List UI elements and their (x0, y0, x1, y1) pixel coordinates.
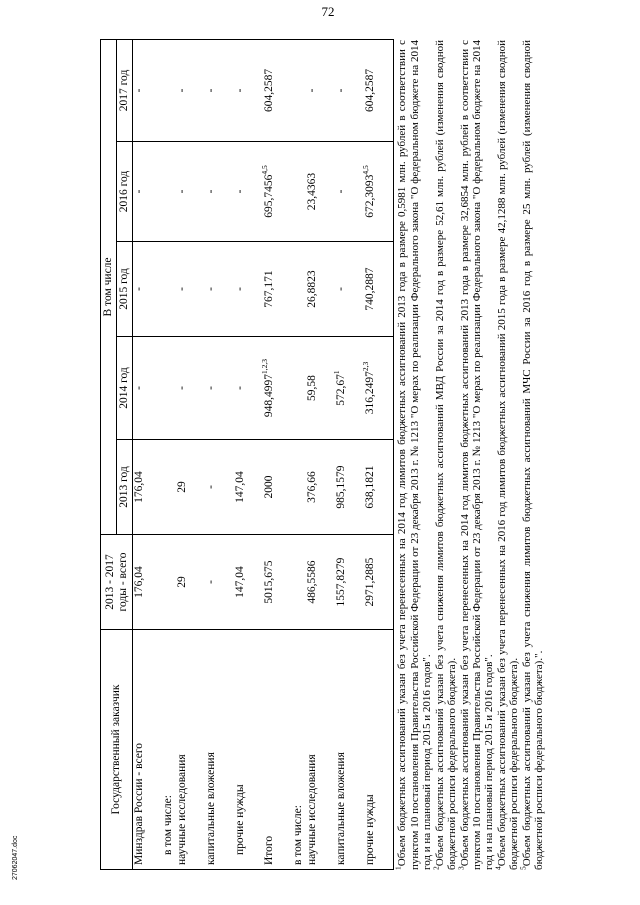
table-cell (176, 242, 205, 337)
cell-value: - (133, 386, 146, 390)
table-cell (133, 440, 163, 535)
table-cell (176, 142, 205, 242)
cell-value: 376,66 (306, 471, 319, 503)
table-row (234, 39, 263, 869)
cell-value: - (234, 88, 247, 93)
header-year-2015: 2015 год (117, 242, 133, 337)
rotated-page-content (100, 40, 612, 870)
cell-value: 604,2587 (364, 68, 377, 113)
document-filename: 27062047.doc (12, 835, 19, 880)
table-cell (263, 242, 292, 337)
table-cell (205, 242, 234, 337)
footnote-text: Объем бюджетных ассигнований указан без учета снижения лимитов бюджетных ассигнований МВД России за 2014 год в размере 52,61 млн. рублей (изменения сводной бюджетной росписи федерального бюджета). (433, 40, 459, 870)
cell-value: - (234, 386, 247, 390)
footnote-reference: 1 (332, 370, 342, 375)
table-cell (260, 142, 292, 242)
cell-value: 672,3093 (364, 174, 377, 218)
table-cell (306, 337, 335, 440)
cell-value: - (306, 88, 319, 93)
cell-value: 5015,675 (263, 560, 276, 604)
table-cell (234, 39, 263, 141)
cell-value: - (335, 88, 348, 93)
cell-value: 948,4997 (263, 373, 276, 418)
table-cell (133, 39, 163, 141)
cell-value: 1557,8279 (335, 557, 348, 607)
header-year-2013: 2013 год (117, 440, 133, 535)
table-cell (364, 440, 394, 535)
table-cell (361, 337, 394, 440)
footnote-text: Объем бюджетных ассигнований указан без учета снижения лимитов бюджетных ассигнований МЧС России за 2016 год в размере 25 млн. рублей (изменения сводной бюджетной росписи федерального бюджета).". (520, 40, 546, 870)
table-cell (364, 535, 394, 630)
cell-value: - (133, 88, 146, 93)
table-cell (176, 337, 205, 440)
cell-value: 176,04 (133, 471, 146, 503)
table-cell (332, 337, 364, 440)
table-row (176, 39, 205, 869)
table-cell (306, 142, 335, 242)
footnote-mark: 2 (431, 866, 441, 870)
table-cell (292, 440, 306, 535)
cell-value: 147,04 (234, 471, 247, 503)
table-cell (292, 142, 306, 242)
cell-value: 23,4363 (306, 172, 319, 211)
table-cell (292, 535, 306, 630)
table-cell (306, 535, 335, 630)
cell-value: 29 (176, 576, 189, 588)
table-cell (162, 337, 176, 440)
table-cell (335, 440, 364, 535)
cell-value: 604,2587 (263, 68, 276, 113)
table-cell (335, 535, 364, 630)
footnote-text: Объем бюджетных ассигнований указан без учета перенесенных на 2014 год лимитов бюджетных ассигнований 2013 года в размере 32,6854 млн. рублей в соответствии с пунктом 10 постановления Правительства Российской Федерации от 23 декабря 2013 г. № 1213 "О мерах по реализации Федерального закона "О федеральном бюджете на 2014 год и на плановый период 2015 и 2016 годов". (458, 40, 496, 870)
cell-value: - (176, 88, 189, 93)
footnote (431, 40, 459, 870)
row-label: капитальные вложения (335, 630, 364, 870)
header-total-period: 2013 - 2017 (103, 554, 116, 610)
header-year-2014: 2014 год (117, 337, 133, 440)
table-cell (335, 242, 364, 337)
row-label: капитальные вложения (205, 630, 234, 870)
cell-value: - (133, 189, 146, 194)
cell-value: 486,5586 (306, 560, 319, 604)
table-row (335, 39, 364, 869)
table-cell (234, 337, 263, 440)
page-number: 72 (321, 4, 335, 19)
table-cell (292, 242, 306, 337)
table-header (101, 39, 133, 869)
footnote-text: Объем бюджетных ассигнований указан без учета перенесенных на 2014 год лимитов бюджетных ассигнований 2013 года в размере 0,5981 млн. рублей в соответствии с пунктом 10 постановления Правительства Российской Федерации от 23 декабря 2013 г. № 1213 "О мерах по реализации Федерального закона "О федеральном бюджете на 2014 год и на плановый период 2015 и 2016 годов". (396, 40, 434, 870)
footnote-reference: 2,3 (361, 361, 371, 372)
cell-value: - (205, 287, 218, 291)
table-body (133, 39, 394, 869)
table-cell (234, 440, 263, 535)
table-row (263, 39, 292, 869)
header-year-2016: 2016 год (117, 142, 133, 242)
cell-value: 572,67 (335, 374, 348, 406)
table-cell (205, 39, 234, 141)
table-cell (364, 39, 394, 141)
table-cell (292, 337, 306, 440)
budget-table (100, 39, 394, 870)
cell-value: 740,2887 (364, 267, 377, 311)
cell-value: 29 (176, 481, 189, 493)
row-label: прочие нужды (234, 630, 263, 870)
cell-value: 767,171 (263, 270, 276, 308)
table-cell (292, 39, 306, 141)
table-cell (133, 142, 163, 242)
table-cell (205, 440, 234, 535)
cell-value: 695,7456 (263, 174, 276, 218)
cell-value: 26,8823 (306, 270, 319, 308)
cell-value: 59,58 (306, 375, 319, 401)
header-year-2017: 2017 год (117, 39, 133, 141)
table-row (205, 39, 234, 869)
cell-value: - (234, 189, 247, 194)
table-cell (162, 39, 176, 141)
footnote (393, 40, 434, 870)
table-cell (234, 142, 263, 242)
footnote (518, 40, 546, 870)
table-cell (306, 242, 335, 337)
table-cell (133, 535, 163, 630)
row-label: Итого (263, 630, 292, 870)
table-cell (263, 39, 292, 141)
cell-value: - (205, 485, 218, 489)
cell-value: 147,04 (234, 566, 247, 598)
footnote-mark: 1 (393, 866, 403, 870)
table-row (292, 39, 306, 869)
table-cell (263, 535, 292, 630)
table-cell (162, 242, 176, 337)
table-cell (306, 440, 335, 535)
cell-value: 985,1579 (335, 465, 348, 509)
cell-value: - (176, 189, 189, 194)
cell-value: - (234, 287, 247, 291)
cell-value: - (335, 287, 348, 291)
table-cell (205, 535, 234, 630)
cell-value: - (205, 580, 218, 584)
table-row (133, 39, 163, 869)
footnote-text: Объем бюджетных ассигнований указан без учета перенесенных на 2016 год лимитов бюджетных ассигнований 2015 года в размере 42,1288 млн. рублей (изменения сводной бюджетной росписи федерального бюджета). (495, 40, 521, 870)
table-cell (205, 337, 234, 440)
cell-value: 2971,2885 (364, 557, 377, 607)
row-label: научные исследования (306, 630, 335, 870)
row-label: в том числе: (162, 630, 176, 870)
footnote-reference: 4,5 (260, 165, 270, 175)
footnote-mark: 5 (518, 866, 527, 870)
table-cell (176, 39, 205, 141)
cell-value: - (335, 189, 348, 194)
row-label: Минздрав России - всего (133, 630, 163, 870)
table-cell (162, 535, 176, 630)
footnotes (393, 40, 546, 870)
table-cell (162, 142, 176, 242)
cell-value: - (205, 189, 218, 194)
footnote (455, 40, 496, 870)
footnote-mark: 3 (455, 866, 465, 870)
table-cell (176, 535, 205, 630)
table-cell (335, 39, 364, 141)
cell-value: - (205, 88, 218, 93)
row-label: научные исследования (176, 630, 205, 870)
table-cell (234, 242, 263, 337)
table-row (162, 39, 176, 869)
table-cell (260, 337, 292, 440)
footnote-reference: 1,2,3 (260, 358, 270, 374)
table-cell (335, 142, 364, 242)
footnote-reference: 4,5 (361, 165, 371, 175)
footnote-mark: 4 (493, 866, 503, 870)
table-cell (361, 142, 394, 242)
cell-value: 176,04 (133, 566, 146, 598)
cell-value: - (133, 287, 146, 291)
row-label: в том числе: (292, 630, 306, 870)
header-total (101, 535, 133, 630)
table-cell (133, 242, 163, 337)
header-total-sub: годы - всего (116, 552, 129, 612)
cell-value: - (205, 386, 218, 390)
table-cell (205, 142, 234, 242)
cell-value: 638,1821 (364, 465, 377, 509)
table-cell (176, 440, 205, 535)
table-row (364, 39, 394, 869)
table-cell (364, 242, 394, 337)
header-customer: Государственный заказчик (101, 630, 133, 870)
table-row (306, 39, 335, 869)
cell-value: 2000 (263, 475, 276, 499)
table-cell (234, 535, 263, 630)
row-label: прочие нужды (364, 630, 394, 870)
table-cell (263, 440, 292, 535)
table-cell (162, 440, 176, 535)
table-cell (306, 39, 335, 141)
cell-value: 316,2497 (364, 371, 377, 415)
footnote (493, 40, 521, 870)
table-cell (133, 337, 163, 440)
cell-value: - (176, 287, 189, 291)
cell-value: - (176, 386, 189, 390)
header-including: В том числе (101, 39, 117, 534)
